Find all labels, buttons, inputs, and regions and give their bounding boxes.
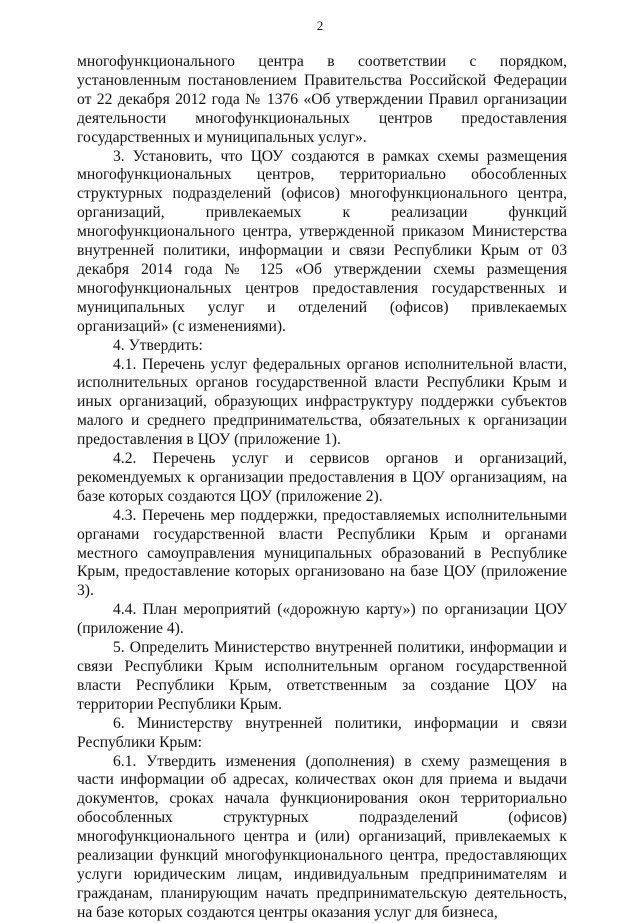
paragraph-item-4-1: 4.1. Перечень услуг федеральных органов исполнительной власти, исполнительных органов государственной власти Республики Крым и иных организаций, образующих инфраструктуру поддержки субъектов малого и среднего предпринимательства, обязательных к организации предоставления в ЦОУ (приложение 1). (77, 355, 567, 449)
paragraph-item-6-1: 6.1. Утвердить изменения (дополнения) в схему размещения в части информации об адресах, количествах окон для приема и выдачи документов, сроках начала функционирования окон территориально обособленных структурных подразделений (офисов) многофункционального центра и (или) организаций, привлекаемых к реализации функций многофункционального центра, предоставляющих услуги юридическим лицам, индивидуальным предпринимателям и гражданам, планирующим начать предпринимательскую деятельность, на базе которых создаются центры оказания услуг для бизнеса, (77, 752, 567, 921)
paragraph-item-6: 6. Министерству внутренней политики, информации и связи Республики Крым: (77, 714, 567, 751)
paragraph-item-4-2: 4.2. Перечень услуг и сервисов органов и организаций, рекомендуемых к организации предоставления в ЦОУ организациям, на базе которых создаются ЦОУ (приложение 2). (77, 450, 567, 505)
document-body (77, 53, 567, 923)
paragraph-item-4-3: 4.3. Перечень мер поддержки, предоставляемых исполнительными органами государственной власти Республики Крым и органами местного самоуправления муниципальных образований в Республике Крым, предоставление которых организовано на базе ЦОУ (приложение 3). (77, 506, 567, 600)
paragraph-item-4-4: 4.4. План мероприятий («дорожную карту») по организации ЦОУ (приложение 4). (77, 601, 567, 638)
paragraph-item-3: 3. Установить, что ЦОУ создаются в рамках схемы размещения многофункциональных центров, территориально обособленных структурных подразделений (офисов) многофункционального центра, организаций, привлекаемых к реализации функций многофункционального центра, утвержденной приказом Министерства внутренней политики, информации и связи Республики Крым от 03 декабря 2014 года № 125 «Об утверждении схемы размещения многофункциональных центров предоставления государственных и муниципальных услуг и отделений (офисов) привлекаемых организаций» (с изменениями). (77, 147, 567, 335)
page-number: 2 (316, 18, 324, 33)
paragraph-continuation: многофункционального центра в соответствии с порядком, установленным постановлением Правительства Российской Федерации от 22 декабря 2012 года № 1376 «Об утверждении Правил организации деятельности многофункциональных центров предоставления государственных и муниципальных услуг». (77, 53, 567, 146)
paragraph-item-5: 5. Определить Министерство внутренней политики, информации и связи Республики Крым исполнительным органом государственной власти Республики Крым, ответственным за создание ЦОУ на территории Республики Крым. (77, 639, 567, 713)
paragraph-item-4: 4. Утвердить: (113, 336, 203, 354)
